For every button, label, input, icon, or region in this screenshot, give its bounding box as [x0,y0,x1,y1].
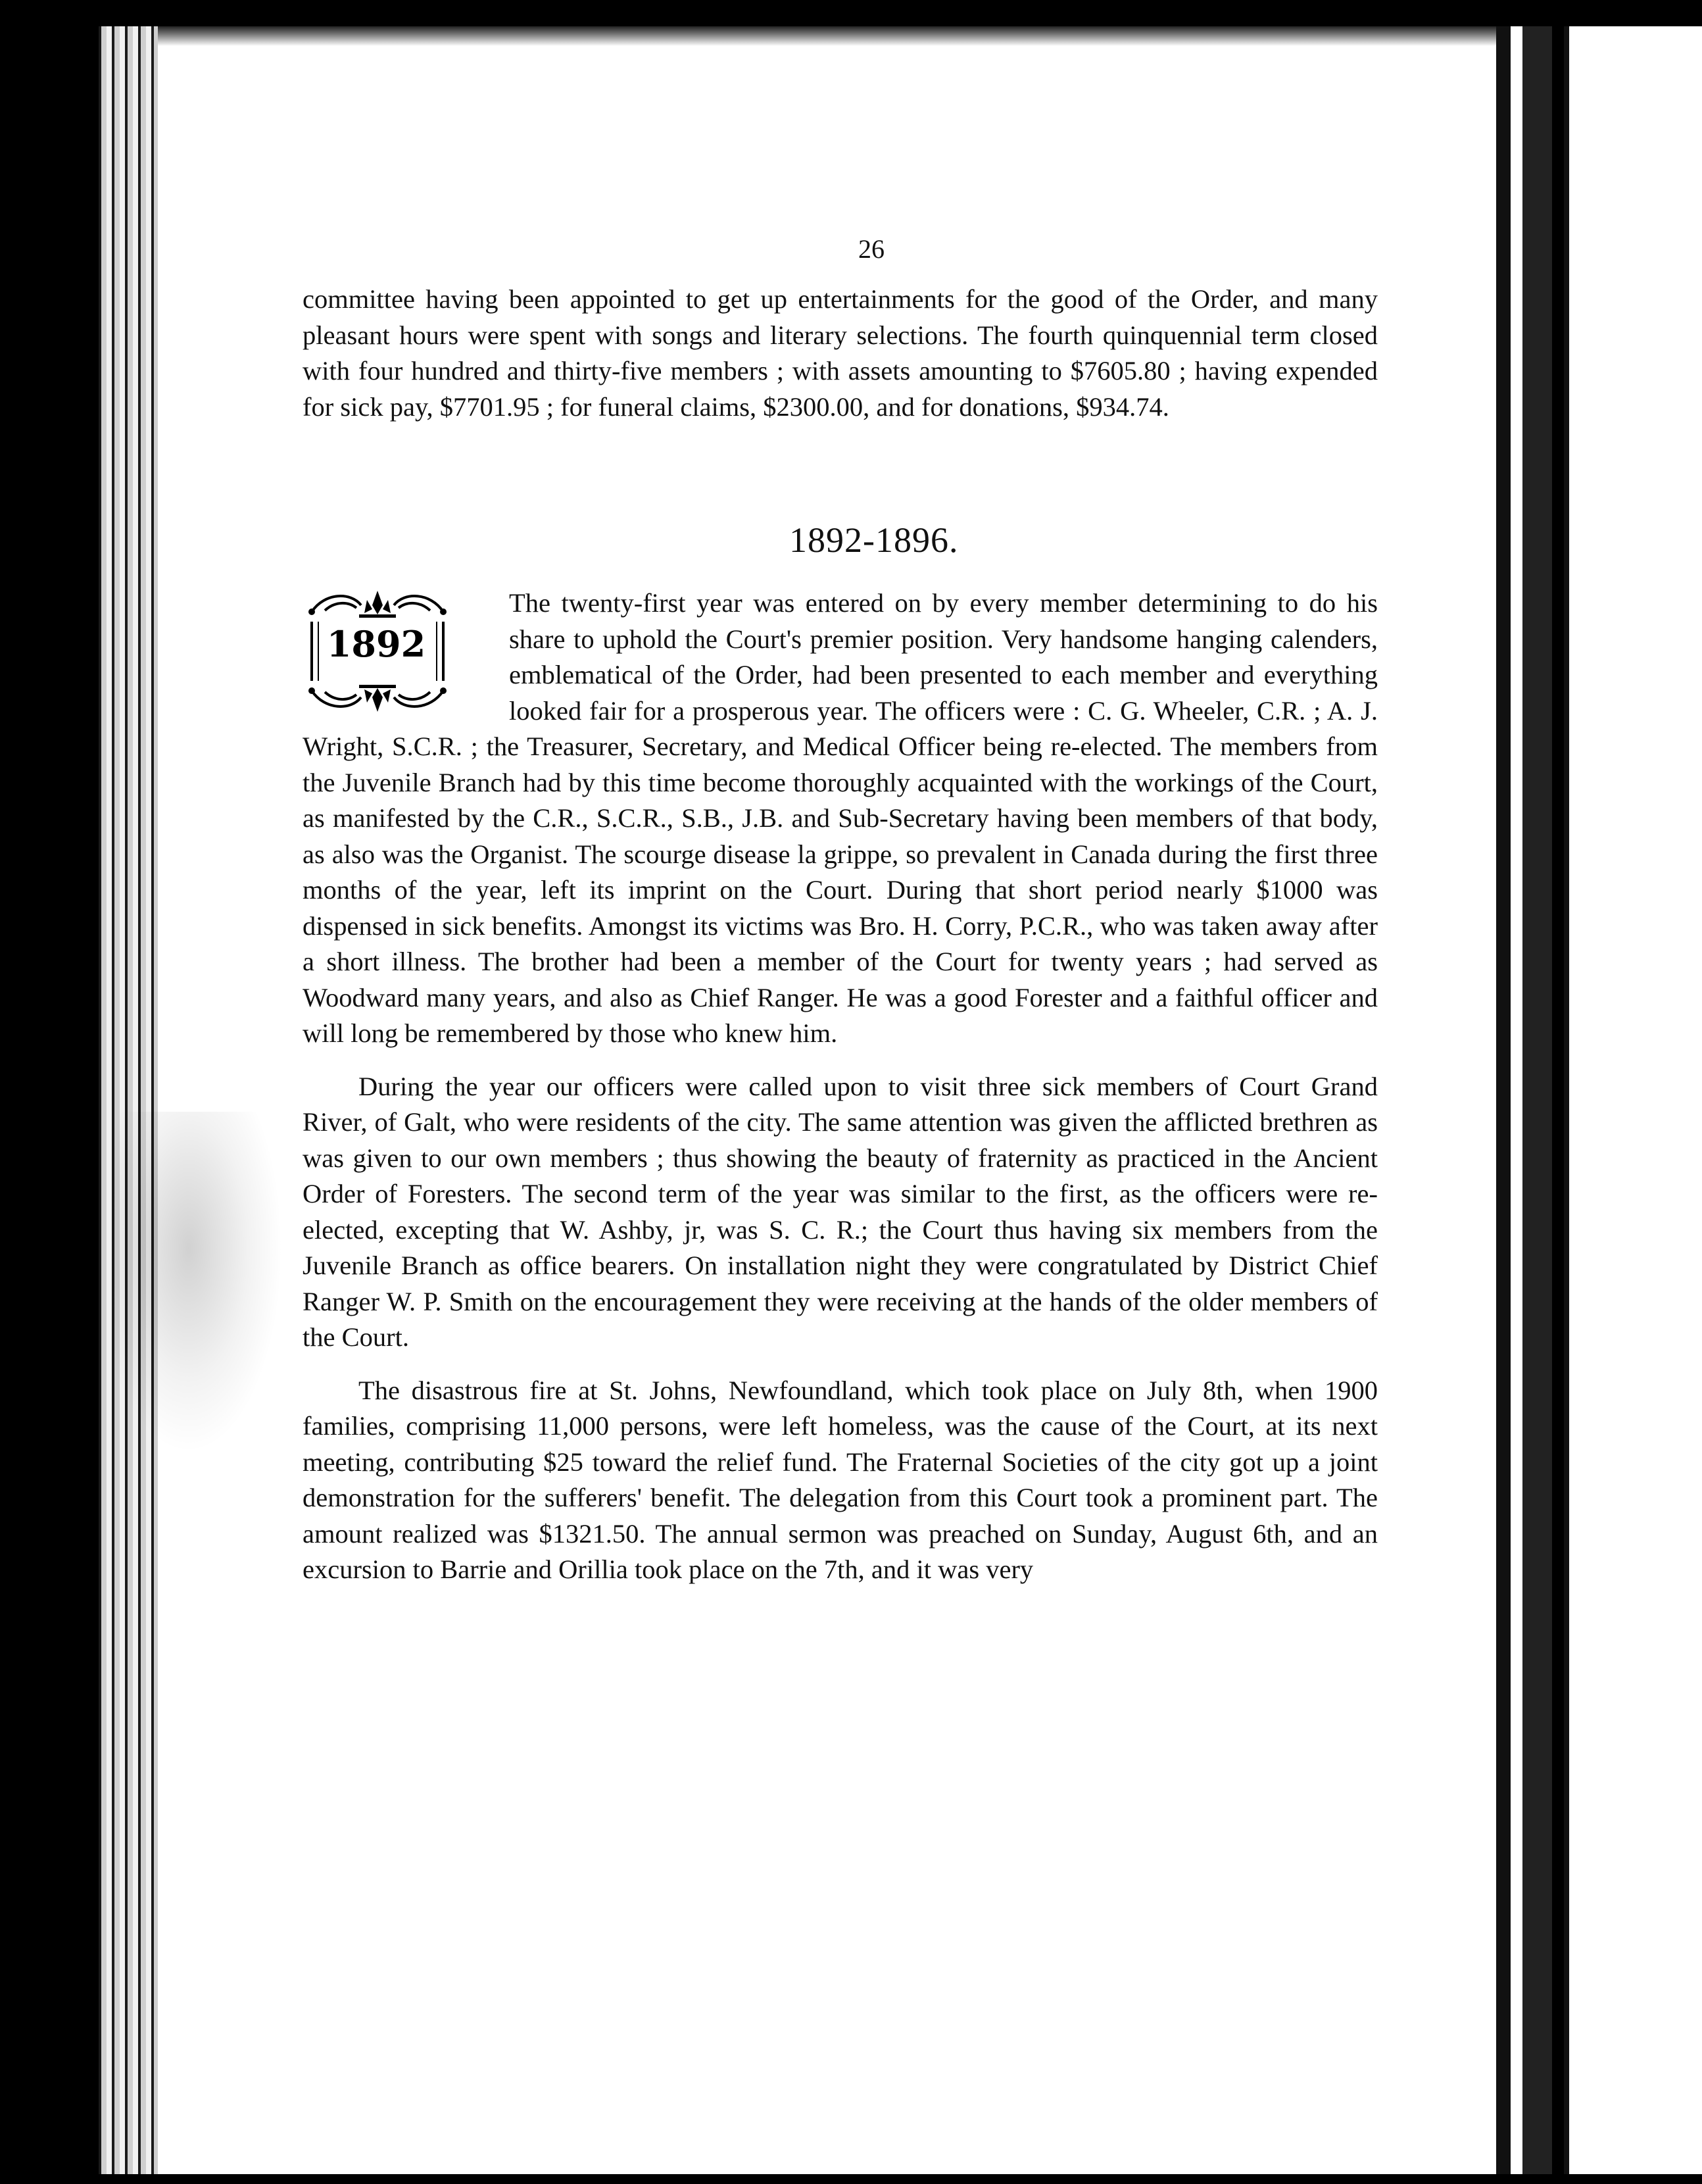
paragraph-2: The twenty-first year was entered on by every member determining to do his share to uphold the Court's premier position. Very handsome hanging calenders, emblematical of the Order, had been presented to each member and everything looked fair for a prosperous year. The officers were : C. G. Wheeler, C.R. ; A. J. Wright, S.C.R. ; the Treasurer, Secretary, and Medical Officer being re-elected. The members from the Juvenile Branch had by this time become thoroughly acquainted with the workings of the Court, as manifested by the C.R., S.C.R., S.B., J.B. and Sub-Secretary having been members of that body, as also was the Organist. The scourge disease la grippe, so prevalent in Canada during the first three months of the year, left its imprint on the Court. During that short period nearly $1000 was dispensed in sick benefits. Amongst its victims was Bro. H. Corry, P.C.R., who was taken away after a short illness. The brother had been a member of the Court for twenty years ; had served as Woodward many years, and also as Chief Ranger. He was a good Forester and a faithful officer and will long be remembered by those who knew him. [303,588,1378,1048]
page-number: 26 [858,234,885,264]
paragraph-4: The disastrous fire at St. Johns, Newfoundland, which took place on July 8th, when 1900 families, comprising 11,000 persons, were left homeless, was the cause of the Court, at its next meeting, contributing $25 toward the relief fund. The Fraternal Societies of the city got up a joint demonstration for the sufferers' benefit. The delegation from this Court took a prominent part. The amount realized was $1321.50. The annual sermon was preached on Sunday, August 6th, and an excursion to Barrie and Orillia took place on the 7th, and it was very [303,1375,1378,1584]
binding-edge [99,26,158,2174]
page-stain [112,1112,283,1454]
paragraph-3: During the year our officers were called upon to visit three sick members of Court Grand River, of Galt, who were residents of the city. The same attention was given the afflicted brethren as was given to our own members ; thus showing the beauty of fraternity as practiced in the Ancient Order of Foresters. The second term of the year was similar to the first, as the officers were re-elected, excepting that W. Ashby, jr, was S. C. R.; the Court thus having six members from the Juvenile Branch as office bearers. On installation night they were congratulated by District Chief Ranger W. P. Smith on the encouragement they were receiving at the hands of the older members of the Court. [303,1071,1378,1352]
paragraph-gap [303,1052,1378,1069]
paragraph-1: committee having been appointed to get up entertainments for the good of the Order, and many pleasant hours were spent with songs and literary selections. The fourth quinquennial term closed with four hundred and thirty-five members ; with assets amounting to $7605.80 ; having expended for sick pay, $7701.95 ; for funeral claims, $2300.00, and for donations, $934.74. [303,284,1378,422]
section-heading: 1892-1896. [789,520,959,560]
main-body [303,585,1378,1588]
facing-page [1564,26,1702,2174]
ornament-year: 1892 [326,623,426,665]
page-top-edge [99,26,1552,46]
year-ornament [299,585,496,717]
paragraph-gap [303,1356,1378,1373]
page-right-edge [1496,26,1552,2174]
